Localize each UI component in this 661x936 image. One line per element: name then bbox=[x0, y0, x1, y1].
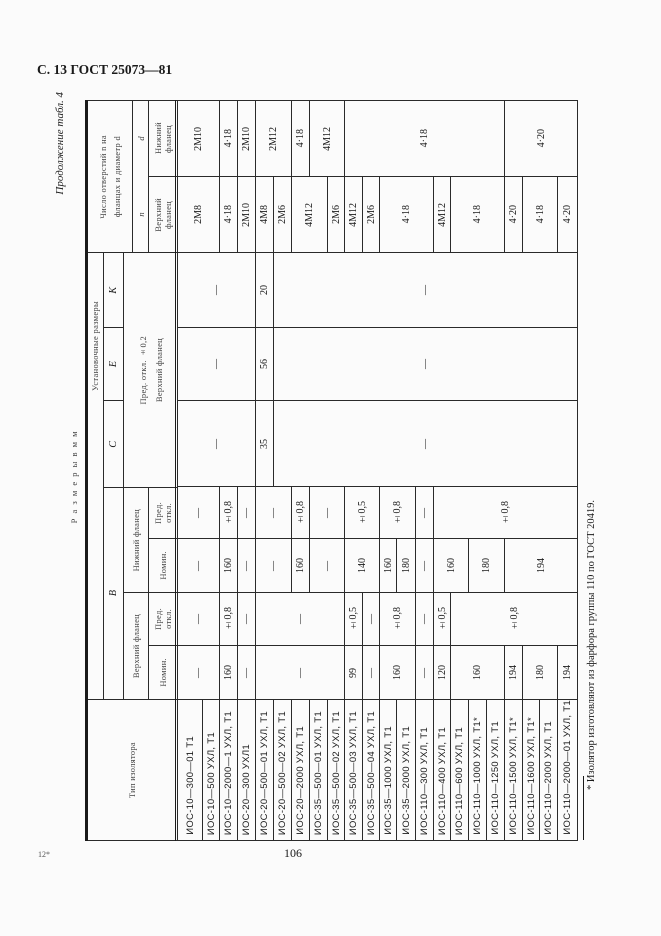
cell-upper-nominal-value: 120 bbox=[436, 665, 448, 680]
page-header: С. 13 ГОСТ 25073—81 bbox=[37, 62, 173, 77]
cell-lower-deviation bbox=[177, 486, 220, 539]
header-holes-upper-l2: фланец bbox=[163, 200, 173, 229]
cell-upper-deviation bbox=[237, 592, 256, 646]
cell-upper-nominal bbox=[379, 645, 416, 700]
table-row-type bbox=[327, 699, 345, 841]
header-lower-deviation-l1: Пред. bbox=[153, 502, 163, 524]
cell-upper-deviation-value: — bbox=[241, 614, 252, 624]
cell-holes-upper-value: 4M12 bbox=[436, 202, 448, 227]
header-K-label: K bbox=[108, 286, 119, 294]
header-double-rule bbox=[175, 100, 176, 841]
cell-K-value: — bbox=[211, 285, 222, 295]
cell-lower-nominal bbox=[219, 538, 238, 593]
cell-lower-nominal bbox=[415, 538, 434, 593]
table-row-type-value: ИОС-110—1500 УХЛ, Т1* bbox=[508, 717, 519, 835]
cell-holes-upper-value: 2M6 bbox=[365, 205, 377, 224]
cell-upper-nominal-value: — bbox=[419, 667, 430, 678]
page-number: 106 bbox=[284, 846, 302, 860]
cell-holes-upper-value: 4·18 bbox=[401, 205, 412, 224]
cell-holes-upper bbox=[219, 176, 238, 253]
cell-holes-upper-value: 4M12 bbox=[348, 202, 359, 227]
cell-lower-deviation-value: — bbox=[241, 507, 252, 518]
cell-C-value: — bbox=[420, 438, 431, 449]
table-row-type bbox=[486, 699, 505, 841]
cell-upper-nominal-value: 160 bbox=[472, 665, 483, 680]
cell-upper-nominal bbox=[344, 645, 363, 700]
cell-holes-lower bbox=[237, 100, 256, 177]
cell-lower-deviation bbox=[379, 486, 416, 539]
cell-upper-deviation-value: — bbox=[365, 614, 377, 624]
cell-upper-deviation bbox=[255, 592, 345, 646]
header-lower-nominal bbox=[148, 538, 178, 593]
header-E-label: E bbox=[108, 360, 119, 368]
header-B-lower-flange bbox=[123, 487, 149, 593]
table-row-type bbox=[291, 699, 310, 841]
cell-holes-lower-value: 4·20 bbox=[535, 129, 547, 148]
header-K bbox=[103, 252, 124, 328]
cell-lower-deviation-value: — bbox=[193, 507, 204, 518]
table-row-type bbox=[539, 699, 558, 841]
cell-holes-upper-value: 4·18 bbox=[534, 205, 546, 224]
cell-holes-upper-value: 2M6 bbox=[277, 205, 288, 224]
header-holes-lower bbox=[148, 100, 178, 177]
header-holes-lower-l1: Нижний bbox=[153, 122, 163, 155]
cell-lower-nominal-value: 140 bbox=[356, 558, 368, 573]
cell-upper-nominal-value: 160 bbox=[223, 665, 234, 680]
cell-holes-upper-value: 4·18 bbox=[223, 205, 234, 224]
cell-lower-deviation-value: ±0,5 bbox=[356, 500, 368, 525]
cell-upper-deviation-value: — bbox=[419, 614, 430, 624]
cell-holes-lower-value: 2M12 bbox=[268, 126, 279, 151]
cell-holes-upper-value: 4·18 bbox=[472, 205, 483, 224]
cell-lower-deviation bbox=[415, 486, 434, 539]
cell-upper-nominal bbox=[237, 645, 256, 700]
cell-holes-lower bbox=[344, 100, 505, 177]
cell-lower-nominal bbox=[255, 538, 292, 593]
table-row-type-value: ИОС-20—500—02 УХЛ, Т1 bbox=[277, 710, 288, 835]
cell-holes-upper bbox=[327, 176, 345, 253]
cell-lower-deviation bbox=[255, 486, 292, 539]
cell-upper-nominal-value: — bbox=[365, 667, 377, 678]
cell-holes-lower bbox=[177, 100, 220, 177]
units-caption bbox=[69, 430, 79, 528]
cell-upper-deviation-value: ±0,5 bbox=[436, 607, 448, 631]
table-row-type-value: ИОС-110—2000—01 УХЛ, Т1 bbox=[562, 700, 573, 835]
header-B-upper-flange-label: Верхний фланец bbox=[131, 613, 141, 679]
units-caption-text: Р а з м е р ы в м м bbox=[69, 430, 79, 524]
cell-lower-nominal-value: — bbox=[193, 560, 204, 571]
table-row-type bbox=[237, 699, 256, 841]
header-upper-nominal-label: Номин. bbox=[158, 658, 168, 687]
cell-lower-nominal-value: — bbox=[268, 560, 279, 571]
table-row-type bbox=[504, 699, 523, 841]
table-row-type bbox=[522, 699, 540, 841]
header-holes bbox=[86, 100, 133, 253]
table-row-type bbox=[255, 699, 274, 841]
cell-lower-nominal bbox=[396, 538, 416, 593]
cell-lower-nominal-value: — bbox=[419, 560, 430, 571]
header-lower-deviation-l2: откл. bbox=[163, 503, 173, 523]
table-row-type-value: ИОС-35—500—04 УХЛ, Т1 bbox=[365, 710, 377, 835]
cell-upper-deviation-value: — bbox=[193, 614, 204, 624]
cell-lower-deviation bbox=[433, 486, 578, 539]
footnote bbox=[586, 500, 597, 795]
cell-lower-nominal-value: 194 bbox=[535, 558, 547, 573]
cell-E bbox=[177, 327, 256, 401]
cell-upper-deviation-value: ±0,8 bbox=[508, 607, 520, 631]
cell-upper-deviation-value: ±0,8 bbox=[223, 607, 234, 631]
cell-holes-upper bbox=[362, 176, 380, 253]
cell-E-value: 56 bbox=[259, 359, 270, 369]
continuation-label bbox=[55, 92, 66, 200]
table-row-type-value: ИОС-110—1000 УХЛ, Т1* bbox=[472, 717, 483, 835]
cell-holes-upper-value: 2M8 bbox=[193, 205, 204, 224]
sheet-mark: 12* bbox=[38, 850, 50, 859]
cell-lower-nominal bbox=[344, 538, 380, 593]
cell-holes-upper bbox=[255, 176, 274, 253]
header-tolerance bbox=[123, 252, 178, 488]
header-mounting bbox=[86, 252, 104, 700]
cell-E-value: — bbox=[211, 359, 222, 369]
cell-holes-lower bbox=[309, 100, 345, 177]
table-row-type bbox=[309, 699, 328, 841]
cell-lower-nominal bbox=[468, 538, 505, 593]
footnote-text: * Изолятор изготовляют из фарфора группы 110 по ГОСТ 20419. bbox=[586, 500, 597, 790]
header-d-label: d bbox=[135, 136, 146, 142]
cell-E-value: — bbox=[420, 359, 431, 369]
cell-holes-lower bbox=[219, 100, 238, 177]
header-B-lower-flange-label: Нижний фланец bbox=[131, 508, 141, 572]
cell-lower-deviation-value: ±0,8 bbox=[223, 500, 234, 525]
cell-lower-nominal bbox=[237, 538, 256, 593]
cell-lower-nominal bbox=[309, 538, 345, 593]
cell-lower-deviation-value: — bbox=[268, 507, 279, 518]
cell-holes-lower bbox=[504, 100, 578, 177]
cell-lower-deviation bbox=[291, 486, 310, 539]
cell-K bbox=[273, 252, 578, 328]
table-row-type bbox=[415, 699, 434, 841]
cell-upper-nominal-value: — bbox=[193, 667, 204, 678]
table-row-type-value: ИОС-10—2000—1 УХЛ, Т1 bbox=[223, 710, 234, 835]
table-row-type bbox=[344, 699, 363, 841]
cell-upper-nominal bbox=[255, 645, 345, 700]
cell-E bbox=[255, 327, 274, 401]
cell-upper-deviation bbox=[415, 592, 434, 646]
cell-lower-nominal-value: 180 bbox=[400, 558, 412, 573]
table-row-type-value: ИОС-110—1600 УХЛ, Т1* bbox=[525, 717, 537, 835]
cell-upper-deviation bbox=[379, 592, 416, 646]
cell-holes-upper bbox=[522, 176, 558, 253]
table-row-type-value: ИОС-35—500—02 УХЛ, Т1 bbox=[330, 710, 342, 835]
header-B-upper-flange bbox=[123, 592, 149, 700]
cell-holes-upper-value: 4M8 bbox=[259, 205, 270, 224]
cell-C bbox=[273, 400, 578, 487]
cell-upper-nominal bbox=[522, 645, 558, 700]
table-row-type-value: ИОС-110—400 УХЛ, Т1 bbox=[436, 726, 448, 835]
header-holes-l2: фланцах и диаметр d bbox=[111, 135, 122, 218]
header-tolerance-label: Пред. откл. ±0,2 bbox=[137, 335, 148, 405]
header-holes-upper bbox=[148, 176, 178, 253]
table-row-type bbox=[273, 699, 292, 841]
footnote-rule bbox=[583, 776, 584, 840]
cell-upper-nominal-value: 180 bbox=[534, 665, 546, 680]
cell-lower-nominal bbox=[379, 538, 397, 593]
cell-upper-nominal-value: 160 bbox=[392, 665, 403, 680]
table-row-type bbox=[468, 699, 487, 841]
table-row-type-value: ИОС-20—500—01 УХЛ, Т1 bbox=[259, 710, 270, 835]
header-upper-deviation bbox=[148, 592, 178, 646]
cell-upper-nominal bbox=[433, 645, 451, 700]
cell-holes-lower bbox=[291, 100, 310, 177]
cell-E bbox=[273, 327, 578, 401]
cell-lower-deviation-value: — bbox=[419, 507, 430, 518]
header-tolerance-flange: Верхний фланец bbox=[153, 337, 164, 403]
cell-holes-lower-value: 2M10 bbox=[241, 126, 252, 151]
table-row-type bbox=[177, 699, 203, 841]
cell-upper-deviation-value: ±0,5 bbox=[348, 607, 359, 631]
table-row-type bbox=[433, 699, 451, 841]
cell-holes-upper bbox=[379, 176, 434, 253]
cell-lower-nominal bbox=[504, 538, 578, 593]
cell-upper-deviation bbox=[219, 592, 238, 646]
cell-holes-lower-value: 2M10 bbox=[193, 126, 204, 151]
cell-holes-lower-value: 4·18 bbox=[419, 129, 430, 148]
cell-upper-nominal-value: 99 bbox=[348, 667, 359, 678]
cell-lower-nominal-value: 160 bbox=[382, 558, 394, 573]
cell-lower-deviation bbox=[309, 486, 345, 539]
cell-lower-deviation bbox=[237, 486, 256, 539]
header-type bbox=[86, 699, 178, 841]
cell-lower-deviation-value: — bbox=[321, 507, 333, 518]
cell-upper-nominal bbox=[177, 645, 220, 700]
header-holes-lower-l2: фланец bbox=[163, 124, 173, 153]
cell-C bbox=[177, 400, 256, 487]
header-mounting-label: Установочные размеры bbox=[90, 301, 100, 391]
cell-lower-deviation-value: ±0,8 bbox=[295, 500, 306, 525]
table-row-type bbox=[362, 699, 380, 841]
cell-lower-nominal-value: — bbox=[241, 560, 252, 571]
cell-upper-deviation-value: — bbox=[294, 614, 306, 624]
cell-holes-upper bbox=[177, 176, 220, 253]
table-row-type-value: ИОС-110—600 УХЛ, Т1 bbox=[454, 726, 465, 835]
table-row-type-value: ИОС-20—2000 УХЛ, Т1 bbox=[295, 726, 306, 835]
table-row-type bbox=[219, 699, 238, 841]
cell-upper-nominal bbox=[450, 645, 505, 700]
cell-lower-nominal-value: — bbox=[321, 560, 333, 571]
cell-lower-deviation bbox=[219, 486, 238, 539]
header-C bbox=[103, 400, 124, 488]
cell-upper-deviation bbox=[344, 592, 363, 646]
cell-holes-lower-value: 4·18 bbox=[223, 129, 234, 148]
table-row-type-value: ИОС-110—2000 УХЛ, Т1 bbox=[543, 721, 554, 835]
cell-upper-nominal bbox=[415, 645, 434, 700]
table-left-border bbox=[85, 100, 88, 841]
header-lower-nominal-label: Номин. bbox=[158, 551, 168, 580]
cell-upper-nominal-value: 194 bbox=[562, 665, 573, 680]
cell-C-value: 35 bbox=[259, 438, 270, 449]
cell-holes-lower-value: 4·18 bbox=[295, 129, 306, 148]
cell-upper-nominal bbox=[362, 645, 380, 700]
cell-lower-nominal-value: 160 bbox=[223, 558, 234, 573]
cell-holes-upper-value: 2M10 bbox=[241, 202, 252, 227]
cell-lower-nominal-value: 160 bbox=[295, 558, 306, 573]
cell-K-value: 20 bbox=[259, 285, 270, 295]
cell-holes-upper bbox=[291, 176, 328, 253]
cell-upper-nominal-value: — bbox=[294, 667, 306, 678]
header-B bbox=[103, 487, 124, 700]
table-row-type-value: ИОС-35—500—01 УХЛ, Т1 bbox=[313, 710, 324, 835]
cell-holes-upper bbox=[450, 176, 505, 253]
cell-K bbox=[255, 252, 274, 328]
cell-upper-nominal bbox=[219, 645, 238, 700]
table-row-type-value: ИОС-10—500 УХЛ, Т1 bbox=[205, 731, 217, 835]
cell-upper-deviation-value: ±0,8 bbox=[392, 607, 403, 631]
table-row-type-value: ИОС-110—1250 УХЛ, Т1 bbox=[490, 721, 501, 835]
cell-holes-upper-value: 2M6 bbox=[330, 205, 342, 224]
table-row-type bbox=[450, 699, 469, 841]
table-row-type bbox=[557, 699, 578, 841]
table-row-type-value: ИОС-35—1000 УХЛ, Т1 bbox=[382, 726, 394, 835]
header-n-d bbox=[132, 100, 149, 253]
cell-holes-upper bbox=[273, 176, 292, 253]
header-B-label: B bbox=[108, 590, 119, 597]
cell-holes-upper bbox=[557, 176, 578, 253]
cell-upper-nominal-value: — bbox=[241, 667, 252, 678]
cell-holes-upper-value: 4M12 bbox=[304, 202, 315, 227]
cell-lower-nominal bbox=[433, 538, 469, 593]
cell-lower-deviation bbox=[344, 486, 380, 539]
header-E bbox=[103, 327, 124, 401]
table-row-type-value: ИОС-20—300 УХЛ1 bbox=[241, 743, 252, 835]
cell-K bbox=[177, 252, 256, 328]
header-holes-upper-l1: Верхний bbox=[153, 197, 163, 232]
table-row-type bbox=[396, 699, 416, 841]
header-upper-deviation-l1: Пред. bbox=[153, 608, 163, 630]
table-row-type bbox=[379, 699, 397, 841]
cell-upper-deviation bbox=[177, 592, 220, 646]
cell-K-value: — bbox=[420, 285, 431, 295]
cell-holes-upper bbox=[433, 176, 451, 253]
cell-holes-upper-value: 4·20 bbox=[508, 205, 519, 224]
cell-lower-nominal-value: 180 bbox=[481, 558, 492, 573]
header-C-label: C bbox=[108, 440, 119, 448]
cell-upper-deviation bbox=[362, 592, 380, 646]
cell-upper-nominal bbox=[504, 645, 523, 700]
header-type-label: Тип изолятора bbox=[127, 741, 137, 799]
table-row-type-value: ИОС-10—300—01 Т1 bbox=[184, 736, 196, 835]
header-holes-l1: Число отверстий n на bbox=[97, 134, 108, 219]
continuation-text: Продолжение табл. 4 bbox=[54, 92, 66, 195]
cell-lower-nominal-value: 160 bbox=[445, 558, 457, 573]
header-n-label: n bbox=[135, 211, 146, 217]
table-row-type-value: ИОС-35—500—03 УХЛ, Т1 bbox=[348, 710, 359, 835]
table-row-type bbox=[202, 699, 220, 841]
cell-upper-deviation bbox=[450, 592, 578, 646]
cell-holes-lower bbox=[255, 100, 292, 177]
cell-holes-upper bbox=[344, 176, 363, 253]
cell-holes-upper bbox=[237, 176, 256, 253]
cell-upper-deviation bbox=[433, 592, 451, 646]
header-lower-deviation bbox=[148, 487, 178, 539]
header-upper-nominal bbox=[148, 645, 178, 700]
cell-lower-deviation-value: ±0,8 bbox=[500, 500, 511, 525]
cell-upper-nominal-value: 194 bbox=[508, 665, 519, 680]
cell-lower-nominal bbox=[177, 538, 220, 593]
table-row-type-value: ИОС-35—2000 УХЛ, Т1 bbox=[400, 726, 412, 835]
cell-holes-upper bbox=[504, 176, 523, 253]
cell-holes-upper-value: 4·20 bbox=[562, 205, 573, 224]
header-upper-deviation-l2: откл. bbox=[163, 609, 173, 629]
cell-lower-nominal bbox=[291, 538, 310, 593]
cell-C-value: — bbox=[211, 438, 222, 449]
cell-holes-lower-value: 4M12 bbox=[321, 126, 333, 151]
cell-lower-deviation-value: ±0,8 bbox=[392, 500, 403, 525]
table-row-type-value: ИОС-110—300 УХЛ, Т1 bbox=[419, 726, 430, 835]
cell-C bbox=[255, 400, 274, 487]
cell-upper-nominal bbox=[557, 645, 578, 700]
